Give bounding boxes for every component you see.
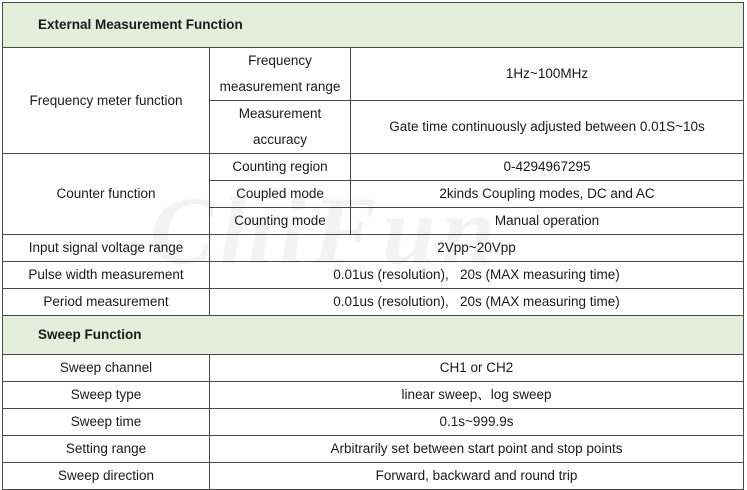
row-label: Setting range [3,436,210,463]
row-label: Counter function [3,154,210,235]
section-header-sweep [3,316,744,355]
row-label: Sweep type [3,382,210,409]
row-label: Period measurement [3,289,210,316]
row-label: Frequency meter function [3,48,210,154]
row-label: Sweep direction [3,463,210,490]
sub-label: Counting region [210,154,351,181]
table-row [3,463,744,490]
cell-value: Forward, backward and round trip [210,463,744,490]
row-label: Sweep channel [3,355,210,382]
table-row [3,382,744,409]
table-row [3,409,744,436]
cell-value: 0-4294967295 [351,154,744,181]
cell-value: Manual operation [351,208,744,235]
cell-value: CH1 or CH2 [210,355,744,382]
row-label: Pulse width measurement [3,262,210,289]
sub-label [210,48,351,101]
cell-value: 2kinds Coupling modes, DC and AC [351,181,744,208]
table-row [3,235,744,262]
table-row [3,262,744,289]
cell-value: 0.1s~999.9s [210,409,744,436]
sub-label: Counting mode [210,208,351,235]
sub-label: Coupled mode [210,181,351,208]
row-label: Input signal voltage range [3,235,210,262]
spec-table [2,2,744,490]
cell-value: linear sweep、log sweep [210,382,744,409]
table-row [3,355,744,382]
section-header-external [3,3,744,48]
cell-value: 1Hz~100MHz [351,48,744,101]
section-title: External Measurement Function [3,3,744,48]
cell-value: Gate time continuously adjusted between 0.01S~10s [351,101,744,154]
cell-value: 2Vpp~20Vpp [210,235,744,262]
table-row [3,436,744,463]
sub-label-line: measurement range [219,79,341,94]
table-row [3,154,744,181]
section-title: Sweep Function [3,316,744,355]
cell-value: Arbitrarily set between start point and stop points [210,436,744,463]
row-label: Sweep time [3,409,210,436]
table-row [3,289,744,316]
cell-value: 0.01us (resolution), 20s (MAX measuring time) [210,289,744,316]
table-row [3,48,744,101]
sub-label-line: Measurement [238,106,322,121]
sub-label-line: Frequency [248,53,312,68]
sub-label [210,101,351,154]
sub-label-line: accuracy [252,132,308,147]
cell-value: 0.01us (resolution), 20s (MAX measuring time) [210,262,744,289]
spec-sheet [2,2,743,490]
